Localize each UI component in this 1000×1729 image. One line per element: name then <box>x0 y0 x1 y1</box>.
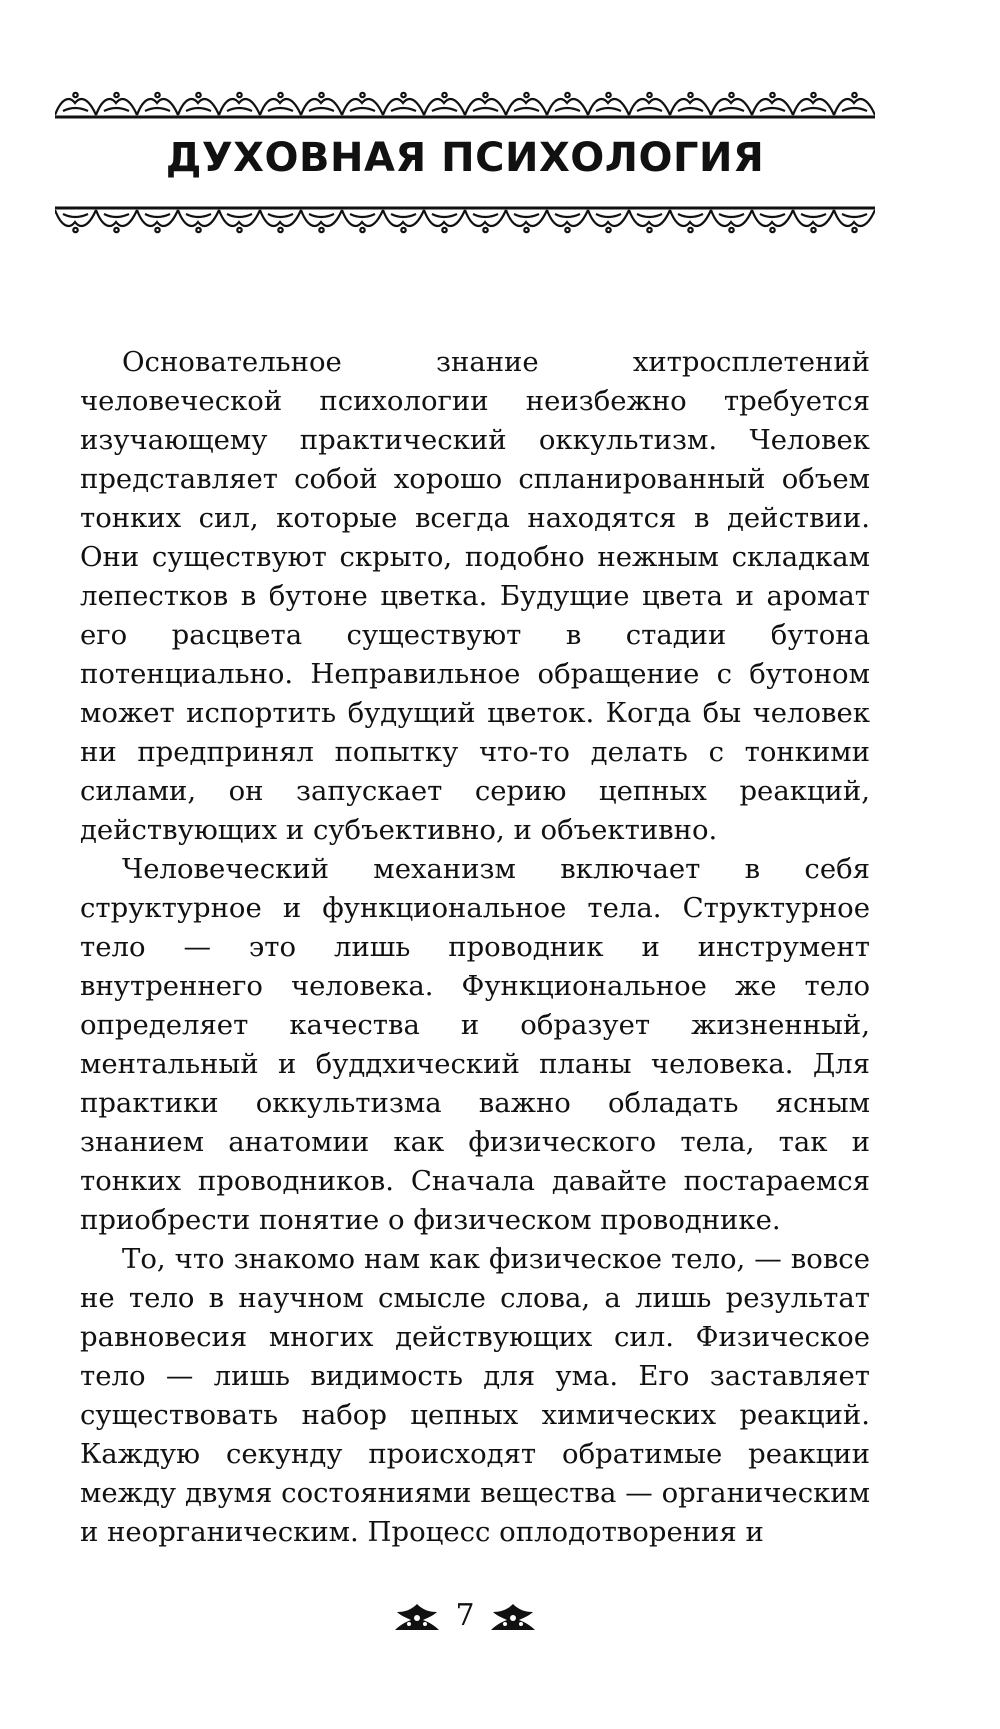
paragraph: То, что знакомо нам как физическое тело, — вовсе не тело в научном смысле слова, а лишь результат равновесия многих действующих сил. Физическое тело — лишь видимость для ума. Его заставляет существовать набор цепных химических реакций. Каждую секунду происходят обратимые реакции между двумя состояниями вещества — органическим и неорганическим. Процесс оплодотворения и <box>80 1243 870 1548</box>
floral-ornament-left-icon <box>391 1598 443 1632</box>
body-text <box>80 343 870 1552</box>
lace-border-bottom-icon <box>55 200 875 240</box>
paragraph: Основательное знание хитросплетений человеческой психологии неизбежно требуется изучающему практический оккультизм. Человек представляет собой хорошо спланированный объем тонких сил, которые всегда находятся в действии. Они существуют скрыто, подобно нежным складкам лепестков в бутоне цветка. Будущие цвета и аромат его расцвета существуют в стадии бутона потенциально. Неправильное обращение с бутоном может испортить будущий цветок. Когда бы человек ни предпринял попытку что-то делать с тонкими силами, он запускает серию цепных реакций, действующих и субъективно, и объективно. <box>80 346 870 846</box>
page-footer <box>0 1590 930 1640</box>
floral-ornament-right-icon <box>487 1598 539 1632</box>
paragraph: Человеческий механизм включает в себя структурное и функциональное тела. Структурное тело — это лишь проводник и инструмент внутреннего человека. Функциональное же тело определяет качества и образует жизненный, ментальный и буддхический планы человека. Для практики оккультизма важно обладать ясным знанием анатомии как физического тела, так и тонких проводников. Сначала давайте постараемся приобрести понятие о физическом проводнике. <box>80 853 870 1236</box>
chapter-title: ДУХОВНАЯ ПСИХОЛОГИЯ <box>165 135 765 181</box>
lace-border-top-icon <box>55 85 875 125</box>
page-number: 7 <box>455 1597 475 1633</box>
